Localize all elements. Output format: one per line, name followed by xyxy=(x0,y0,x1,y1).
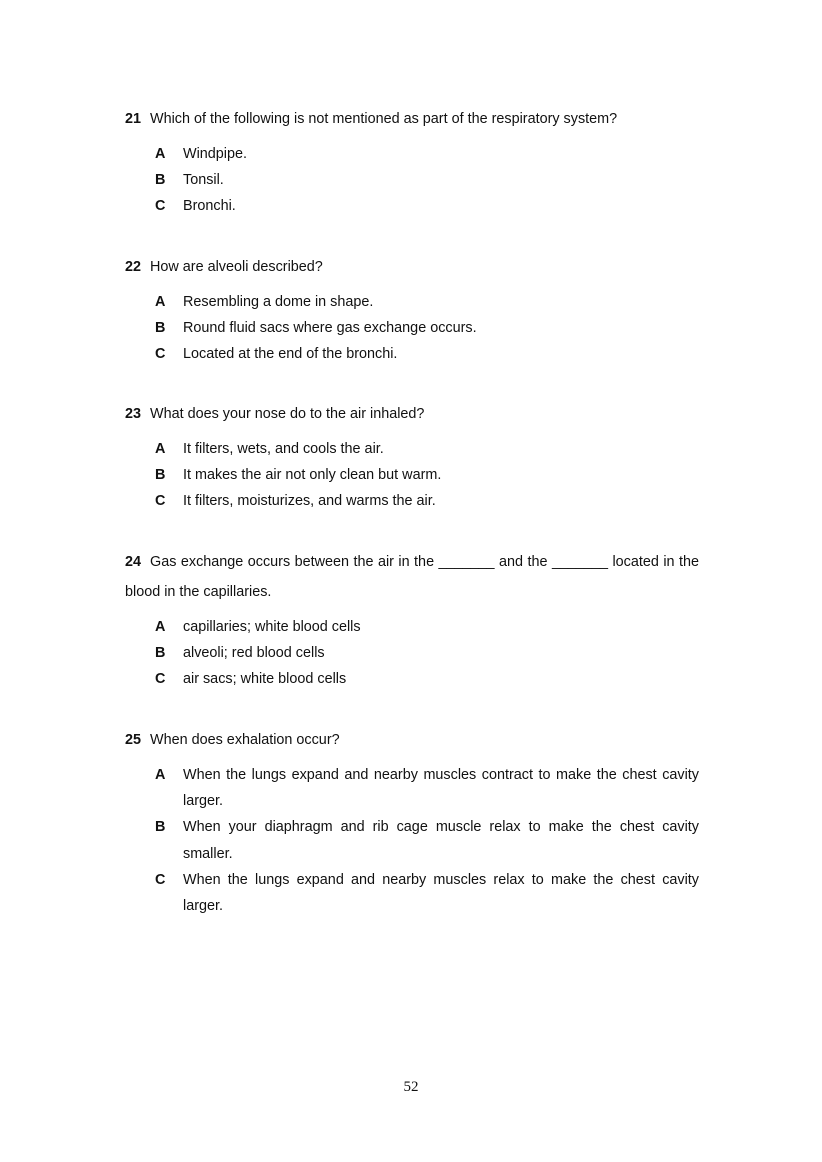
question-25 xyxy=(125,725,699,919)
option-letter: A xyxy=(155,441,166,457)
question-23 xyxy=(125,399,699,515)
question-number: 22 xyxy=(125,259,142,275)
question-text: Gas exchange occurs between the air in the _______ and the _______ located in the blood in the capillaries. xyxy=(125,554,699,600)
question-number: 21 xyxy=(125,111,142,127)
question-text: When does exhalation occur? xyxy=(150,732,340,748)
question-number: 25 xyxy=(125,732,142,748)
option-text: It filters, moisturizes, and warms the air. xyxy=(183,493,436,510)
option-b[interactable] xyxy=(155,640,699,666)
page-number: 52 xyxy=(403,1079,419,1095)
option-text: It makes the air not only clean but warm. xyxy=(183,467,442,484)
question-22 xyxy=(125,252,699,368)
option-text: When the lungs expand and nearby muscles contract to make the chest cavity larger. xyxy=(183,767,699,810)
option-letter: C xyxy=(155,871,166,888)
option-letter: C xyxy=(155,198,166,215)
option-c[interactable] xyxy=(155,193,699,219)
option-a[interactable] xyxy=(155,289,699,315)
options-list xyxy=(125,436,699,515)
option-text: Tonsil. xyxy=(183,172,224,189)
option-letter: B xyxy=(155,320,166,337)
option-b[interactable] xyxy=(155,814,699,866)
option-text: capillaries; white blood cells xyxy=(183,619,361,635)
option-text: Resembling a dome in shape. xyxy=(183,294,374,310)
option-letter: B xyxy=(155,467,166,484)
option-a[interactable] xyxy=(155,762,699,814)
option-c[interactable] xyxy=(155,666,699,692)
options-list xyxy=(125,289,699,368)
option-text: It filters, wets, and cools the air. xyxy=(183,441,384,457)
option-b[interactable] xyxy=(155,462,699,488)
question-21 xyxy=(125,104,699,220)
options-list xyxy=(125,141,699,220)
question-stem xyxy=(125,252,699,282)
option-text: Located at the end of the bronchi. xyxy=(183,346,398,363)
option-a[interactable] xyxy=(155,436,699,462)
option-letter: B xyxy=(155,172,166,189)
option-letter: C xyxy=(155,493,166,510)
question-text: How are alveoli described? xyxy=(150,259,323,275)
option-b[interactable] xyxy=(155,167,699,193)
option-letter: A xyxy=(155,294,166,310)
option-letter: B xyxy=(155,819,166,836)
question-text: Which of the following is not mentioned as part of the respiratory system? xyxy=(150,111,618,127)
question-stem xyxy=(125,547,699,607)
option-c[interactable] xyxy=(155,341,699,367)
question-number: 24 xyxy=(125,554,142,570)
option-a[interactable] xyxy=(155,141,699,167)
option-letter: A xyxy=(155,619,166,635)
question-number: 23 xyxy=(125,406,142,422)
option-text: Bronchi. xyxy=(183,198,236,215)
question-text: What does your nose do to the air inhaled? xyxy=(150,406,425,422)
question-24 xyxy=(125,547,699,693)
option-text: When your diaphragm and rib cage muscle relax to make the chest cavity smaller. xyxy=(183,819,699,862)
option-letter: C xyxy=(155,346,166,363)
option-text: Windpipe. xyxy=(183,146,247,162)
question-stem xyxy=(125,725,699,755)
question-stem xyxy=(125,399,699,429)
options-list xyxy=(125,614,699,693)
option-c[interactable] xyxy=(155,488,699,514)
option-letter: A xyxy=(155,767,166,783)
question-stem xyxy=(125,104,699,134)
option-b[interactable] xyxy=(155,315,699,341)
option-c[interactable] xyxy=(155,867,699,919)
option-text: Round fluid sacs where gas exchange occurs. xyxy=(183,320,477,337)
option-letter: B xyxy=(155,645,166,662)
option-letter: A xyxy=(155,146,166,162)
option-text: When the lungs expand and nearby muscles relax to make the chest cavity larger. xyxy=(183,871,699,915)
options-list xyxy=(125,762,699,919)
option-text: air sacs; white blood cells xyxy=(183,671,347,688)
option-text: alveoli; red blood cells xyxy=(183,645,325,662)
option-a[interactable] xyxy=(155,614,699,640)
option-letter: C xyxy=(155,671,166,688)
